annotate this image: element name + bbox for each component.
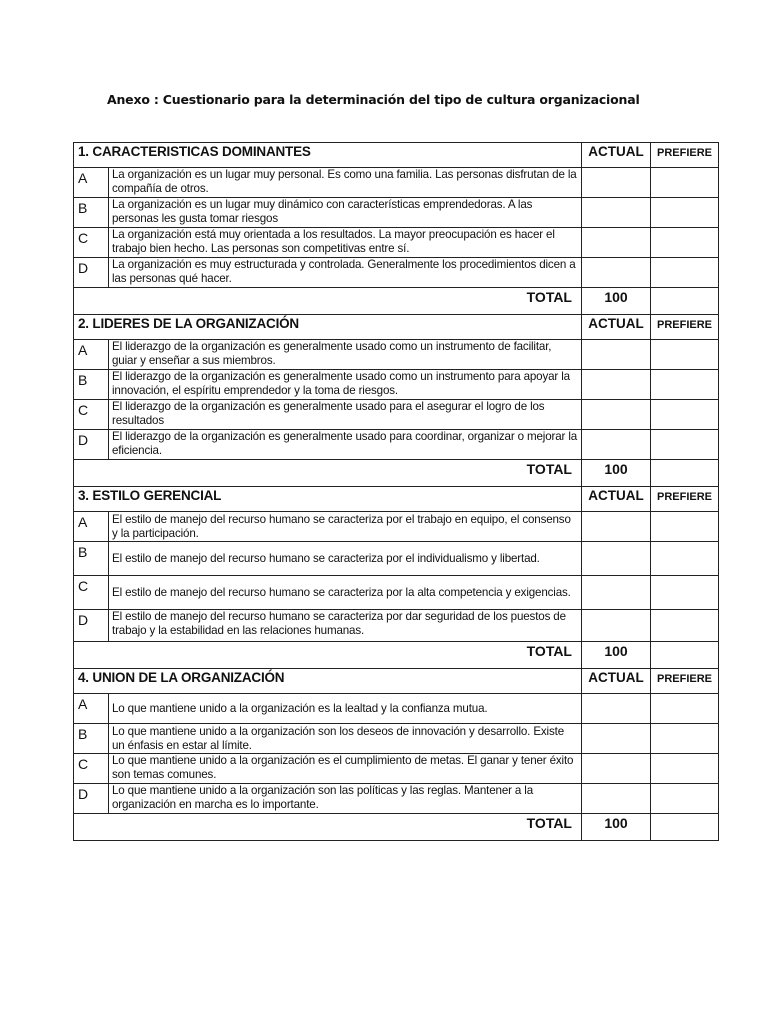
option-text: La organización está muy orientada a los resultados. La mayor preocupación es hacer el trabajo bien hecho. Las personas son competitivas entre sí. bbox=[109, 228, 582, 258]
actual-score-cell[interactable] bbox=[582, 542, 651, 576]
option-text: El estilo de manejo del recurso humano se caracteriza por el individualismo y libertad. bbox=[109, 542, 582, 576]
prefiere-score-cell[interactable] bbox=[651, 754, 719, 784]
prefiere-score-cell[interactable] bbox=[651, 370, 719, 400]
option-text: El estilo de manejo del recurso humano se caracteriza por la alta competencia y exigencias. bbox=[109, 576, 582, 610]
total-value: 100 bbox=[582, 460, 651, 487]
section-header-row bbox=[74, 669, 719, 694]
option-text: La organización es un lugar muy dinámico con características emprendedoras. A las personas les gusta tomar riesgos bbox=[109, 198, 582, 228]
prefiere-score-cell[interactable] bbox=[651, 724, 719, 754]
option-letter: D bbox=[74, 610, 109, 642]
total-row bbox=[74, 288, 719, 315]
section-header-row bbox=[74, 143, 719, 168]
prefiere-column-header: PREFIERE bbox=[651, 669, 719, 694]
question-row bbox=[74, 258, 719, 288]
option-letter: C bbox=[74, 576, 109, 610]
actual-score-cell[interactable] bbox=[582, 168, 651, 198]
total-label: TOTAL bbox=[74, 642, 582, 669]
option-letter: A bbox=[74, 512, 109, 542]
actual-score-cell[interactable] bbox=[582, 754, 651, 784]
question-row bbox=[74, 168, 719, 198]
total-value: 100 bbox=[582, 814, 651, 841]
prefiere-column-header: PREFIERE bbox=[651, 487, 719, 512]
question-row bbox=[74, 340, 719, 370]
option-text: El liderazgo de la organización es generalmente usado como un instrumento para apoyar la innovación, el espíritu emprendedor y la toma de riesgos. bbox=[109, 370, 582, 400]
actual-column-header: ACTUAL bbox=[582, 143, 651, 168]
option-text: Lo que mantiene unido a la organización es el cumplimiento de metas. El ganar y tener éxito son temas comunes. bbox=[109, 754, 582, 784]
actual-score-cell[interactable] bbox=[582, 258, 651, 288]
actual-column-header: ACTUAL bbox=[582, 487, 651, 512]
prefiere-score-cell[interactable] bbox=[651, 784, 719, 814]
question-row bbox=[74, 754, 719, 784]
actual-score-cell[interactable] bbox=[582, 198, 651, 228]
question-row bbox=[74, 610, 719, 642]
document-title: Anexo : Cuestionario para la determinación del tipo de cultura organizacional bbox=[107, 92, 640, 107]
actual-score-cell[interactable] bbox=[582, 724, 651, 754]
actual-score-cell[interactable] bbox=[582, 228, 651, 258]
question-row bbox=[74, 400, 719, 430]
section-header-row bbox=[74, 487, 719, 512]
questionnaire-table bbox=[73, 142, 719, 841]
prefiere-column-header: PREFIERE bbox=[651, 315, 719, 340]
question-row bbox=[74, 512, 719, 542]
option-letter: B bbox=[74, 542, 109, 576]
question-row bbox=[74, 198, 719, 228]
option-text: Lo que mantiene unido a la organización es la lealtad y la confianza mutua. bbox=[109, 694, 582, 724]
option-letter: C bbox=[74, 754, 109, 784]
actual-column-header: ACTUAL bbox=[582, 669, 651, 694]
option-text: La organización es muy estructurada y controlada. Generalmente los procedimientos dicen a las personas qué hacer. bbox=[109, 258, 582, 288]
question-row bbox=[74, 784, 719, 814]
option-letter: C bbox=[74, 400, 109, 430]
question-row bbox=[74, 576, 719, 610]
total-row bbox=[74, 642, 719, 669]
actual-score-cell[interactable] bbox=[582, 340, 651, 370]
option-text: La organización es un lugar muy personal. Es como una familia. Las personas disfrutan de la compañía de otros. bbox=[109, 168, 582, 198]
total-label: TOTAL bbox=[74, 814, 582, 841]
prefiere-score-cell[interactable] bbox=[651, 430, 719, 460]
option-letter: B bbox=[74, 370, 109, 400]
total-value: 100 bbox=[582, 642, 651, 669]
option-letter: A bbox=[74, 168, 109, 198]
question-row bbox=[74, 430, 719, 460]
option-text: El estilo de manejo del recurso humano se caracteriza por el trabajo en equipo, el consenso y la participación. bbox=[109, 512, 582, 542]
prefiere-score-cell[interactable] bbox=[651, 610, 719, 642]
option-text: El estilo de manejo del recurso humano se caracteriza por dar seguridad de los puestos de trabajo y la estabilidad en las relaciones humanas. bbox=[109, 610, 582, 642]
option-letter: D bbox=[74, 430, 109, 460]
section-title: 3. ESTILO GERENCIAL bbox=[74, 487, 582, 512]
prefiere-score-cell[interactable] bbox=[651, 340, 719, 370]
prefiere-total-cell[interactable] bbox=[651, 642, 719, 669]
question-row bbox=[74, 724, 719, 754]
actual-score-cell[interactable] bbox=[582, 430, 651, 460]
option-text: El liderazgo de la organización es generalmente usado para coordinar, organizar o mejorar la eficiencia. bbox=[109, 430, 582, 460]
option-text: Lo que mantiene unido a la organización son las políticas y las reglas. Mantener a la organización en marcha es lo importante. bbox=[109, 784, 582, 814]
option-letter: B bbox=[74, 724, 109, 754]
prefiere-score-cell[interactable] bbox=[651, 694, 719, 724]
prefiere-total-cell[interactable] bbox=[651, 460, 719, 487]
option-letter: D bbox=[74, 258, 109, 288]
question-row bbox=[74, 694, 719, 724]
option-letter: D bbox=[74, 784, 109, 814]
prefiere-score-cell[interactable] bbox=[651, 228, 719, 258]
question-row bbox=[74, 542, 719, 576]
section-title: 4. UNION DE LA ORGANIZACIÓN bbox=[74, 669, 582, 694]
prefiere-score-cell[interactable] bbox=[651, 542, 719, 576]
actual-score-cell[interactable] bbox=[582, 784, 651, 814]
section-title: 1. CARACTERISTICAS DOMINANTES bbox=[74, 143, 582, 168]
prefiere-score-cell[interactable] bbox=[651, 400, 719, 430]
actual-column-header: ACTUAL bbox=[582, 315, 651, 340]
actual-score-cell[interactable] bbox=[582, 400, 651, 430]
total-label: TOTAL bbox=[74, 288, 582, 315]
prefiere-column-header: PREFIERE bbox=[651, 143, 719, 168]
option-letter: A bbox=[74, 340, 109, 370]
prefiere-score-cell[interactable] bbox=[651, 512, 719, 542]
option-letter: C bbox=[74, 228, 109, 258]
total-row bbox=[74, 460, 719, 487]
option-text: El liderazgo de la organización es generalmente usado como un instrumento de facilitar, guiar y enseñar a sus miembros. bbox=[109, 340, 582, 370]
prefiere-score-cell[interactable] bbox=[651, 198, 719, 228]
option-text: El liderazgo de la organización es generalmente usado para el asegurar el logro de los resultados bbox=[109, 400, 582, 430]
total-value: 100 bbox=[582, 288, 651, 315]
total-label: TOTAL bbox=[74, 460, 582, 487]
actual-score-cell[interactable] bbox=[582, 694, 651, 724]
actual-score-cell[interactable] bbox=[582, 576, 651, 610]
prefiere-total-cell[interactable] bbox=[651, 288, 719, 315]
option-letter: B bbox=[74, 198, 109, 228]
prefiere-total-cell[interactable] bbox=[651, 814, 719, 841]
option-letter: A bbox=[74, 694, 109, 724]
total-row bbox=[74, 814, 719, 841]
question-row bbox=[74, 228, 719, 258]
section-title: 2. LIDERES DE LA ORGANIZACIÓN bbox=[74, 315, 582, 340]
option-text: Lo que mantiene unido a la organización son los deseos de innovación y desarrollo. Existe un énfasis en estar al límite. bbox=[109, 724, 582, 754]
question-row bbox=[74, 370, 719, 400]
prefiere-score-cell[interactable] bbox=[651, 576, 719, 610]
prefiere-score-cell[interactable] bbox=[651, 258, 719, 288]
section-header-row bbox=[74, 315, 719, 340]
prefiere-score-cell[interactable] bbox=[651, 168, 719, 198]
actual-score-cell[interactable] bbox=[582, 610, 651, 642]
actual-score-cell[interactable] bbox=[582, 512, 651, 542]
actual-score-cell[interactable] bbox=[582, 370, 651, 400]
